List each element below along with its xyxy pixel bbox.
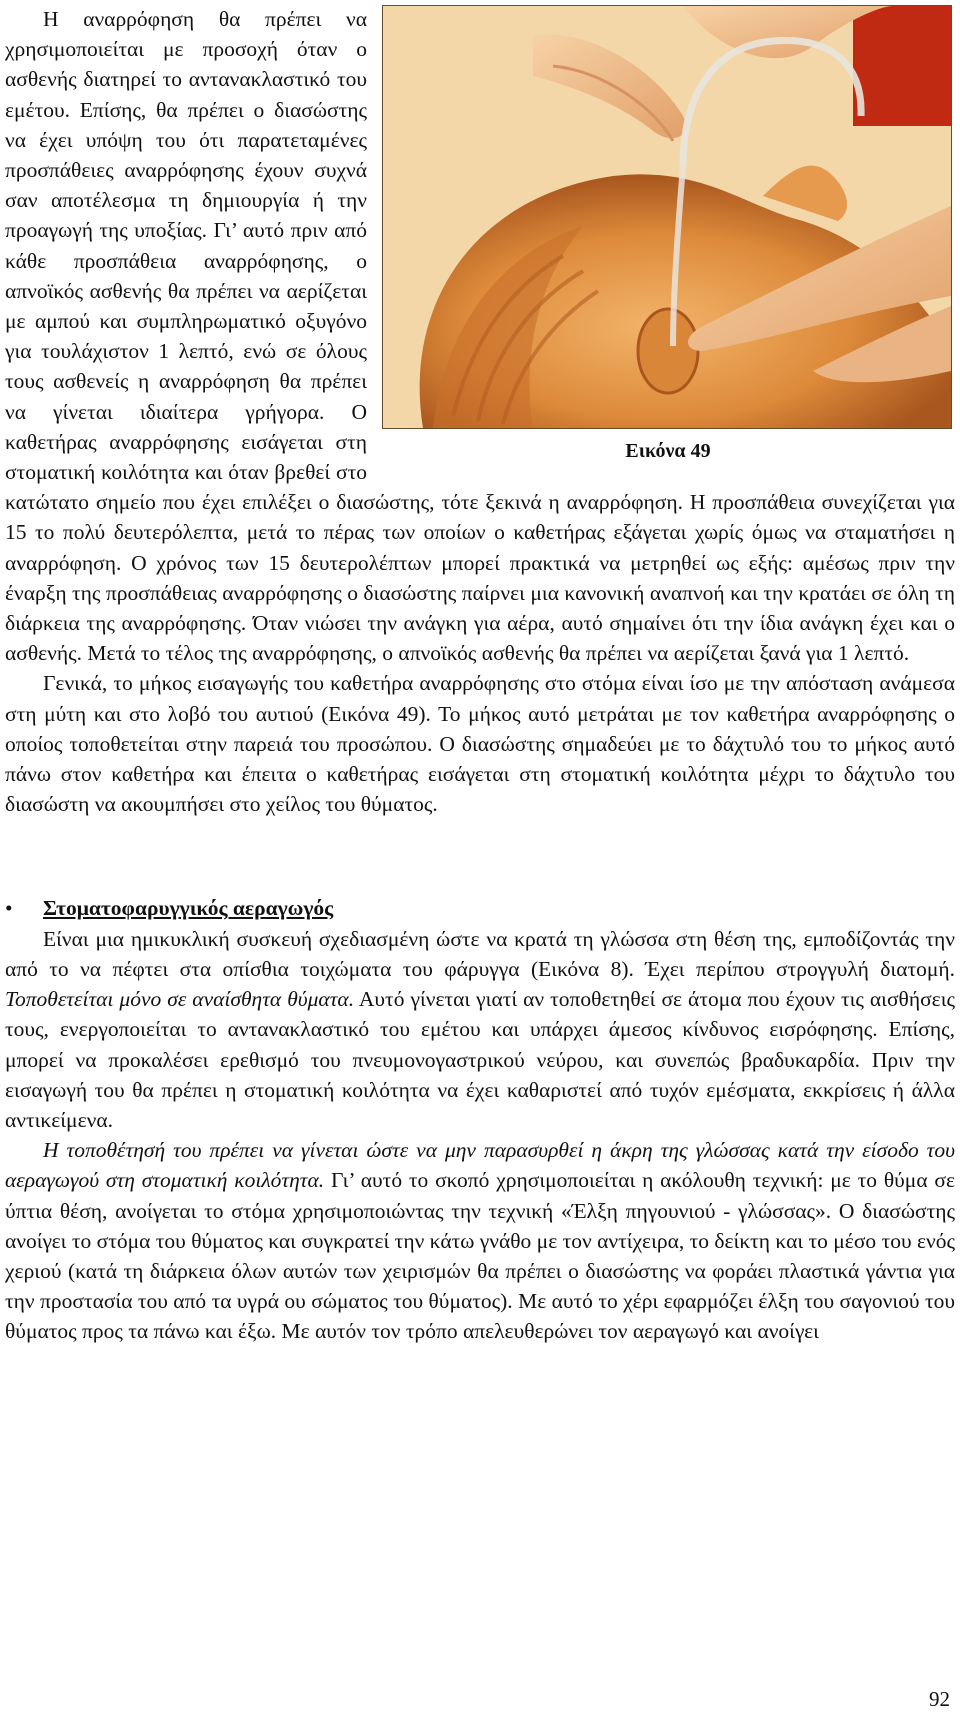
paragraph-suction: Η αναρρόφηση θα πρέπει να χρησιμοποιείται με προσοχή όταν ο ασθενής διατηρεί το αντανακλαστικό του εμέτου. Επίσης, θα πρέπει ο διασώστης να έχει υπόψη του ότι παρατεταμένες προσπάθειες αναρρόφησης έχουν συχνά σαν αποτέλεσμα τη δημιουργία ή την προαγωγή της υποξίας. Γι’ αυτό πριν από κάθε προσπάθεια αναρρόφησης, ο απνοϊκός ασθενής θα πρέπει να αερίζεται με αμπού και συμπληρωματικό οξυγόνο για τουλάχιστον 1 λεπτό, ενώ σε όλους τους ασθενείς η αναρρόφηση θα πρέπει να γίνεται ιδιαίτερα γρήγορα. Ο καθετήρας αναρρόφησης εισάγεται στη στοματική κοιλότητα και όταν βρεθεί στο κατώτατο σημείο που έχει επιλέξει ο διασώστης, τότε ξεκινά η αναρρόφηση. Η προσπάθεια συνεχίζεται για 15 το πολύ δευτερόλεπτα, μετά το πέρας των οποίων ο καθετήρας εξάγεται χωρίς όμως να σταματήσει η αναρρόφηση. Ο χρόνος των 15 δευτερολέπτων μπορεί πρακτικά να μετρηθεί ως εξής: αμέσως πριν την έναρξη της προσπάθειας αναρρόφησης ο διασώστης παίρνει μια κανονική αναπνοή και την κρατάει σε όλη τη διάρκεια της αναρρόφησης. Όταν νιώσει την ανάγκη για αέρα, αυτό σημαίνει ότι την ίδια ανάγκη έχει και ο ασθενής. Μετά το τέλος της αναρρόφησης, ο απνοϊκός ασθενής θα πρέπει να αερίζεται ξανά για 1 λεπτό. <box>5 7 955 666</box>
figure-49 <box>381 4 955 482</box>
section-heading <box>5 893 955 923</box>
paragraph-text: Αυτό γίνεται γιατί αν τοποθετηθεί σε άτομα που έχουν τις αισθήσεις τους, ενεργοποιείται το αντανακλαστικό του εμέτου και υπάρχει άμεσος κίνδυνος εισρόφησης. Επίσης, μπορεί να προκαλέσει ερεθισμό του πνευμονογαστρικού νεύρου, και συνεπώς βραδυκαρδία. Πριν την εισαγωγή του θα πρέπει η στοματική κοιλότητα να έχει καθαριστεί από τυχόν εμέσματα, εκκρίσεις ή άλλα αντικείμενα. <box>5 987 955 1132</box>
paragraph-catheter-length: Γενικά, το μήκος εισαγωγής του καθετήρα αναρρόφησης στο στόμα είναι ίσο με την απόσταση ανάμεσα στη μύτη και στο λοβό του αυτιού (Εικόνα 49). Το μήκος αυτό μετράται με τον καθετήρα αναρρόφησης ο οποίος τοποθετείται στην παρειά του προσώπου. Ο διασώστης σημαδεύει με το δάχτυλό του το μήκος αυτό πάνω στον καθετήρα και έπειτα ο καθετήρας εισάγεται στη στοματική κοιλότητα μέχρι το δάχτυλο του διασώστη να ακουμπήσει στο χείλος του θύματος. <box>5 671 955 817</box>
page-number: 92 <box>929 1687 950 1711</box>
bullet-icon: • <box>5 896 13 921</box>
body-text <box>5 4 955 1347</box>
paragraph-airway-description <box>5 924 955 1135</box>
emphasis-text: Η τοποθέτησή του πρέπει να γίνεται ώστε να μην παρασυρθεί η άκρη της γλώσσας κατά την είσοδο του αεραγωγού στη στοματική κοιλότητα. <box>5 1138 955 1193</box>
paragraph-text: Είναι μια ημικυκλική συσκευή σχεδιασμένη ώστε να κρατά τη γλώσσα στη θέση της, εμποδίζοντάς την από το να πέφτει στα οπίσθια τοιχώματα του φάρυγγα (Εικόνα 8). Έχει περίπου στρογγυλή διατομή. <box>5 926 955 981</box>
mannequin-suction-photo <box>382 5 952 429</box>
emphasis-text: Τοποθετείται μόνο σε αναίσθητα θύματα. <box>5 987 355 1012</box>
paragraph-airway-placement <box>5 1135 955 1346</box>
photo-illustration <box>383 6 951 428</box>
figure-caption: Εικόνα 49 <box>625 440 711 462</box>
section-title: Στοματοφαρυγγικός αεραγωγός <box>43 896 334 921</box>
paragraph-text: Γι’ αυτό το σκοπό χρησιμοποιείται η ακόλουθη τεχνική: με το θύμα σε ύπτια θέση, ανοίγεται το στόμα χρησιμοποιώντας την τεχνική «Έλξη πηγουνιού - γλώσσας». Ο διασώστης ανοίγει το στόμα του θύματος και συγκρατεί την κάτω γνάθο με τον αντίχειρα, το δείκτη και το μέσο του ενός χεριού (κατά τη διάρκεια όλων αυτών των χειρισμών θα πρέπει ο διασώστης να φοράει πλαστικά γάντια για την προστασία του από τα υγρά ου σώματος του θύματος). Με αυτό το χέρι εφαρμόζει έλξη του σαγονιού του θύματος προς τα πάνω και έξω. Με αυτόν τον τρόπο απελευθερώνει τον αεραγωγό και ανοίγει <box>5 1168 956 1344</box>
